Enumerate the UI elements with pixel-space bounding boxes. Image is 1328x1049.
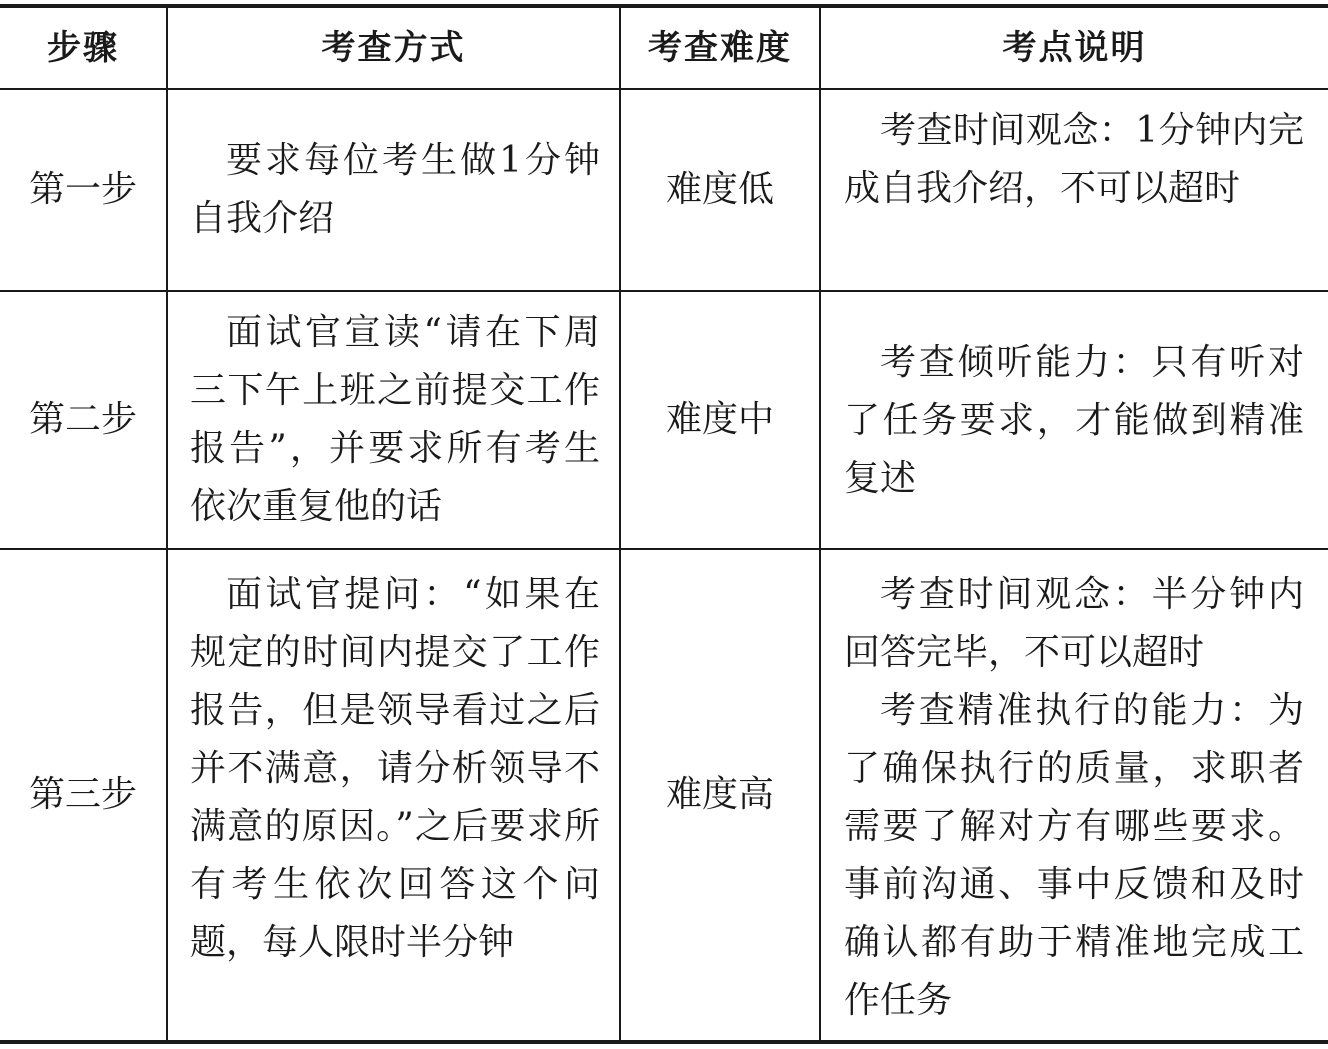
row-1-points [844, 102, 1304, 218]
column-divider-1 [166, 6, 168, 1042]
row-2-point-1: 考查倾听能力：只有听对了任务要求，才能做到精准复述 [844, 342, 1304, 499]
row-1-method [190, 132, 600, 248]
row-3-method [190, 566, 600, 972]
row-2-method-text: 面试官宣读“请在下周三下午上班之前提交工作报告”，并要求所有考生依次重复他的话 [190, 312, 600, 527]
row-3-points [844, 566, 1304, 1030]
header-step: 步骤 [47, 28, 119, 68]
row-3-point-2: 考查精准执行的能力：为了确保执行的质量，求职者需要了解对方有哪些要求。事前沟通、事中反馈和及时确认都有助于精准地完成工作任务 [844, 690, 1304, 1021]
row-2-step: 第二步 [28, 399, 137, 440]
table-bottom-rule [0, 1040, 1328, 1044]
row-1-step: 第一步 [28, 169, 137, 210]
row-2-method [190, 304, 600, 536]
row-1-point-1: 考查时间观念：1分钟内完成自我介绍，不可以超时 [844, 110, 1304, 209]
row-1-method-text: 要求每位考生做1分钟自我介绍 [190, 140, 600, 239]
header-points: 考点说明 [1002, 28, 1147, 68]
header-difficulty: 考查难度 [648, 28, 792, 68]
row-2-difficulty: 难度中 [665, 399, 774, 440]
row-3-method-text: 面试官提问：“如果在规定的时间内提交了工作报告，但是领导看过之后并不满意，请分析领导不满意的原因。”之后要求所有考生依次回答这个问题，每人限时半分钟 [190, 574, 600, 963]
header-method: 考查方式 [321, 28, 466, 68]
row-3-step: 第三步 [28, 774, 137, 815]
row-2-points [844, 334, 1304, 508]
row-1-difficulty: 难度低 [665, 169, 774, 210]
column-divider-3 [819, 6, 821, 1042]
row-3-difficulty: 难度高 [665, 774, 774, 815]
row-3-point-1: 考查时间观念：半分钟内回答完毕，不可以超时 [844, 574, 1304, 673]
